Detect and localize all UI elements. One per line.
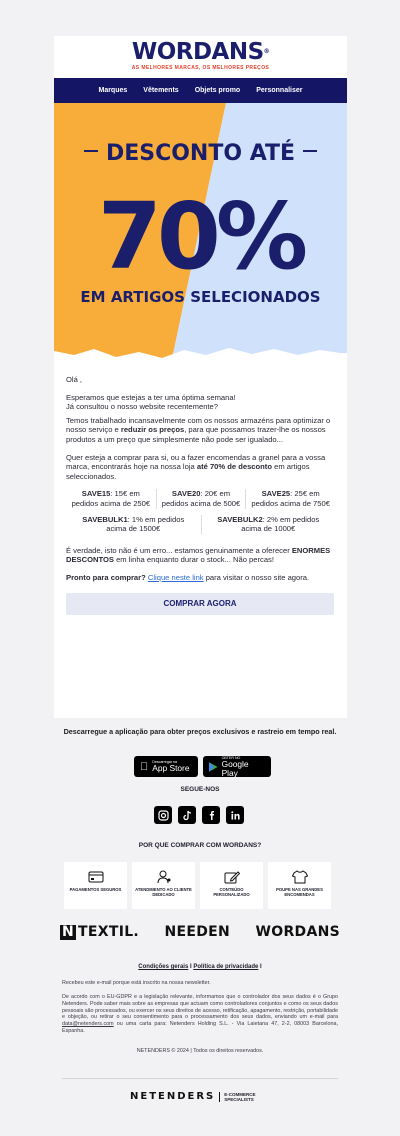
paragraph-4: É verdade, isto não é um erro... estamos genuinamente a oferecer ENORMES DESCONTOS em linha enquanto durar o stock... Não percas! (66, 545, 331, 565)
netenders-logo[interactable]: NETENDERS E-COMMERCE SPECIALISTS (130, 1091, 256, 1102)
paragraph-5: Pronto para comprar? Clique neste link para visitar o nosso site agora. (66, 572, 310, 582)
feature-secure-payments: PAGAMENTOS SEGUROS (64, 862, 127, 909)
features-row (64, 862, 331, 909)
app-store-button[interactable]: Descarregar na App Store (134, 756, 198, 777)
textil-logo[interactable]: N TEXTIL. (62, 923, 140, 940)
facebook-icon[interactable] (202, 806, 220, 824)
discount-code: SAVE15: 15€ em pedidos acima de 250€ (71, 489, 151, 508)
copyright: NETENDERS © 2024 | Todos os direitos reservados. (136, 1048, 264, 1054)
brand-logos (60, 924, 340, 940)
apple-icon (140, 761, 148, 773)
tiktok-icon[interactable] (178, 806, 196, 824)
hero-graphic (54, 103, 347, 365)
feature-bulk-savings: POUPE NAS GRANDES ENCOMENDAS (268, 862, 331, 909)
google-play-button[interactable]: OBTER NO Google Play (203, 756, 271, 777)
buy-now-button[interactable]: COMPRAR AGORA (66, 593, 334, 615)
wordans-footer-logo[interactable]: WORDANS (255, 924, 340, 940)
discount-codes-row-1 (66, 489, 335, 508)
needen-logo[interactable]: NEEDEN (164, 924, 231, 940)
email-header (54, 36, 347, 78)
hero-line-1: DESCONTO ATÉ (105, 141, 296, 166)
nav-bar (54, 78, 347, 103)
nav-item-marques[interactable]: Marques (98, 87, 128, 94)
follow-us-heading: SEGUE-NOS (180, 786, 220, 793)
footer-divider (62, 1078, 338, 1079)
hero-percent: 70% (97, 183, 304, 290)
why-buy-heading: POR QUE COMPRAR COM WORDANS? (138, 842, 262, 849)
tshirt-icon (291, 869, 309, 885)
play-icon (209, 762, 218, 772)
paragraph-2: Temos trabalhado incansavelmente com os nossos armazéns para optimizar o nosso serviço e reduzir os preços, para que possamos trazer-lhe os nossos produtos a um preço que simplesmente não pode ser igualado... (66, 415, 331, 444)
discount-codes-row-2 (66, 515, 335, 534)
wordans-logo[interactable]: WORDANS® (131, 39, 270, 65)
hero-banner[interactable] (54, 103, 347, 365)
newsletter-notice: Recebeu este e-mail porque está inscrito na nossa newsletter. (62, 980, 211, 986)
nav-item-personnaliser[interactable]: Personnaliser (256, 87, 303, 94)
social-links (154, 806, 244, 824)
legal-links: Condições gerais I Política de privacidade I (138, 964, 262, 970)
privacy-link[interactable]: Política de privacidade (193, 964, 259, 970)
email-body (54, 365, 347, 718)
data-email-link[interactable]: data@netenders.com (62, 1021, 114, 1028)
feature-customer-service: ATENDIMENTO AO CLIENTE DEDICADO (132, 862, 195, 909)
greeting: Olá , (66, 375, 83, 384)
discount-code: SAVEBULK1: 1% em pedidos acima de 1500€ (82, 514, 185, 534)
shop-link[interactable]: Clique neste link (147, 572, 204, 582)
nav-item-objets-promo[interactable]: Objets promo (194, 87, 241, 94)
hero-line-3: EM ARTIGOS SELECIONADOS (80, 288, 321, 306)
feature-custom-content: CONTEÚDO PERSONALIZADO (200, 862, 263, 909)
app-download-text: Descarregue a aplicação para obter preços exclusivos e rastreio em tempo real. (63, 727, 337, 736)
instagram-icon[interactable] (154, 806, 172, 824)
discount-code: SAVE20: 20€ em pedidos acima de 500€ (156, 489, 246, 508)
nav-item-vetements[interactable]: Vêtements (143, 87, 179, 94)
discount-code: SAVEBULK2: 2% em pedidos acima de 1000€ (201, 515, 336, 534)
paragraph-3: Quer esteja a comprar para si, ou a fazer encomendas a granel para a vossa marca, encontrarás hoje na nossa loja até 70% de desconto em artigos seleccionados. (66, 452, 326, 481)
user-icon (155, 869, 173, 885)
terms-link[interactable]: Condições gerais (138, 964, 189, 970)
discount-code: SAVE25: 25€ em pedidos acima de 750€ (245, 489, 335, 508)
tagline: AS MELHORES MARCAS, OS MELHORES PREÇOS (131, 65, 270, 71)
edit-icon (223, 869, 241, 885)
credit-card-icon (87, 869, 105, 885)
gdpr-notice: De acordo com o EU-GDPR e a legislação relevante, informamos que o controlador dos seus dados é o Grupo Netenders. Pode saber mais sobre as empresas que actuam como controladores conjuntos e como os seus dados pessoais são processados, ou exercer os seus direitos de acesso, retificação, apagamento, restrição, portabilidade e objeção, ou retirar o seu consentimento para o processamento dos seus dados, enviando um e-mail para data@netenders.com ou uma carta para: Netenders Holding S.L. - Via Laietana 47, 2-2, 08003 Barcelona, Espanha. (62, 994, 338, 1034)
linkedin-icon[interactable] (226, 806, 244, 824)
paragraph-1: Esperamos que estejas a ter uma óptima semana! Já consultou o nosso website recentemente? (66, 392, 236, 412)
